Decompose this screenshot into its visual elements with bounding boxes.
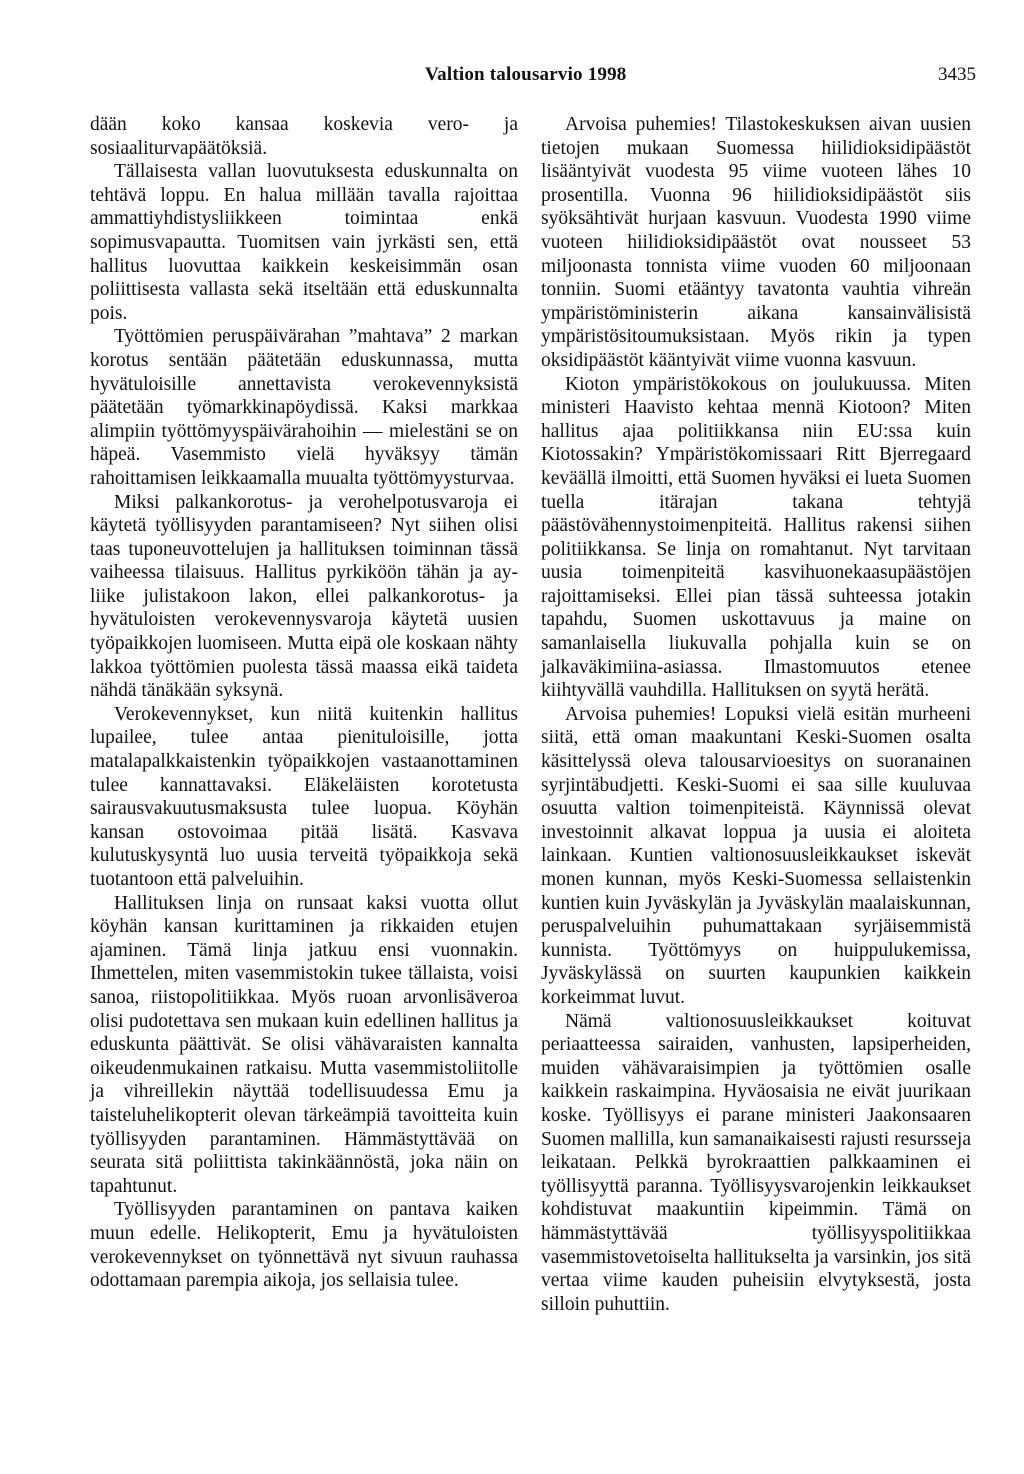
paragraph: Arvoisa puhemies! Lopuksi vielä esitän murheeni siitä, että oman maakuntani Keski-Suomen osalta käsittelyssä oleva talousarvioesitys on suoranainen syrjintäbudjetti. Keski-Suomi ei saa sille kuuluvaa osuutta valtion toimenpiteistä. Käynnissä olevat investoinnit alkavat loppua ja uusia ei aloiteta lainkaan. Kuntien valtionosuusleikkaukset iskevät monen kunnan, myös Keski-Suomessa sellaistenkin kuntien kuin Jyväskylän ja Jyväskylän maalaiskunnan, peruspalveluihin puhumattakaan syrjäisemmistä kunnista. Työttömyys on huippulukemissa, Jyväskylässä on suurten kaupunkien kaikkein korkeimmat luvut.: [541, 703, 971, 1008]
paragraph: Työllisyyden parantaminen on pantava kaiken muun edelle. Helikopterit, Emu ja hyvätuloisten verokevennykset on työnnettävä nyt sivuun rauhassa odottamaan parempia aikoja, jos sellaisia tulee.: [90, 1199, 518, 1292]
page-number: 3435: [938, 64, 976, 85]
paragraph: Työttömien peruspäivärahan ”mahtava” 2 markan korotus sentään päätetään eduskunnassa, mutta hyvätuloisille annettavista verokevennyksistä päätetään työmarkkinapöydissä. Kaksi markkaa alimpiin työttömyyspäivärahoihin — mielestäni se on häpeä. Vasemmisto vielä hyväksyy tämän rahoittamisen leikkaamalla muualta työttömyysturvaa.: [90, 326, 518, 489]
left-column: [90, 113, 518, 1293]
paragraph: Miksi palkankorotus- ja verohelpotusvaroja ei käytetä työllisyyden parantamiseen? Nyt siihen olisi taas tuponeuvottelujen ja hallituksen toiminnan tässä vaiheessa tilaisuus. Hallitus pyrkiköön tähän ja ay-liike julistakoon lakon, ellei palkankorotus- ja hyvätuloisten verokevennysvaroja käytetä uusien työpaikkojen luomiseen. Mutta eipä ole koskaan nähty lakkoa työttömien puolesta tässä maassa eikä taideta nähdä tänäkään syksynä.: [90, 491, 518, 702]
paragraph: Kioton ympäristökokous on joulukuussa. Miten ministeri Haavisto kehtaa mennä Kiotoon? Miten hallitus ajaa politiikkansa niin EU:ssa kuin Kiotossakin? Ympäristökomissaari Ritt Bjerregaard keväällä ilmoitti, että Suomen hyväksi ei lueta Suomen tuella itärajan takana tehtyjä päästövähennystoimenpiteitä. Hallitus rakensi siihen politiikkansa. Se linja on romahtanut. Nyt tarvitaan uusia toimenpiteitä kasvihuonekaasupäästöjen rajoittamiseksi. Ellei pian tässä suhteessa jotakin tapahdu, Suomen uskottavuus ja maine on samanlaisella liukuvalla pohjalla kuin se on jalkaväkimiina-asiassa. Ilmastomuutos etenee kiihtyvällä vauhdilla. Hallituksen on syytä herätä.: [541, 373, 971, 702]
paragraph: Nämä valtionosuusleikkaukset koituvat periaatteessa sairaiden, vanhusten, lapsiperheiden, muiden vähävaraisimpien ja työttömien osalle kaikkein raskaimpina. Hyväosaisia ne eivät juurikaan koske. Työllisyys ei parane ministeri Jaakonsaaren Suomen mallilla, kun samanaikaisesti rajusti resursseja leikataan. Pelkkä byrokraattien palkkaaminen ei työllisyyttä paranna. Työllisyysvarojenkin leikkaukset kohdistuvat maakuntiin kipeimmin. Tämä on hämmästyttävää työllisyyspolitiikkaa vasemmistovetoiselta hallitukselta ja varsinkin, jos sitä vertaa viime kauden puheisiin elvytyksestä, josta silloin puhuttiin.: [541, 1010, 971, 1315]
running-title: Valtion talousarvio 1998: [425, 64, 627, 85]
paragraph: dään koko kansaa koskevia vero- ja sosiaaliturvapäätöksiä.: [90, 114, 518, 159]
page-header: [0, 64, 1024, 88]
paragraph: Verokevennykset, kun niitä kuitenkin hallitus lupailee, tulee antaa pienituloisille, jotta matalapalkkaistenkin työpaikkojen vastaanottaminen tulee kannattavaksi. Eläkeläisten korotetusta sairausvakuutusmaksusta tulee luopua. Köyhän kansan ostovoimaa pitää lisätä. Kasvava kulutuskysyntä luo uusia terveitä työpaikkoja sekä tuotantoon että palveluihin.: [90, 703, 518, 890]
paragraph: Arvoisa puhemies! Tilastokeskuksen aivan uusien tietojen mukaan Suomessa hiilidioksidipäästöt lisääntyivät vuodesta 95 viime vuoteen lähes 10 prosentilla. Vuonna 96 hiilidioksidipäästöt siis syöksähtivät hurjaan kasvuun. Vuodesta 1990 viime vuoteen hiilidioksidipäästöt ovat nousseet 53 miljoonasta tonnista viime vuoden 60 miljoonaan tonniin. Suomi etääntyy tavatonta vauhtia vihreän ympäristöministerin aikana kansainvälisistä ympäristösitoumuksistaan. Myös rikin ja typen oksidipäästöt kääntyivät viime vuonna kasvuun.: [541, 114, 971, 371]
paragraph: Tällaisesta vallan luovutuksesta eduskunnalta on tehtävä loppu. En halua millään tavalla rajoittaa ammattiyhdistysliikkeen toimintaa enkä sopimusvapautta. Tuomitsen vain jyrkästi sen, että hallitus luovuttaa kaikkein keskeisimmän osan poliittisesta vallasta sekä itseltään että eduskunnalta pois.: [90, 161, 518, 324]
right-column: [541, 113, 971, 1316]
paragraph: Hallituksen linja on runsaat kaksi vuotta ollut köyhän kansan kurittaminen ja rikkaiden etujen ajaminen. Tämä linja jatkuu ensi vuonnakin. Ihmettelen, miten vasemmistokin tukee tällaista, voisi sanoa, riistopolitiikkaa. Myös ruoan arvonlisäveroa olisi pudotettava sen mukaan kuin edellinen hallitus ja eduskunta päättivät. Se olisi vähävaraisten kannalta oikeudenmukainen ratkaisu. Mutta vasemmistoliitolle ja vihreillekin näyttää todellisuudessa Emu ja taisteluhelikopterit olevan tärkeämpiä tavoitteita kuin työllisyyden parantaminen. Hämmästyttävää on seurata sitä poliittista takinkäännöstä, joka näin on tapahtunut.: [90, 892, 518, 1197]
